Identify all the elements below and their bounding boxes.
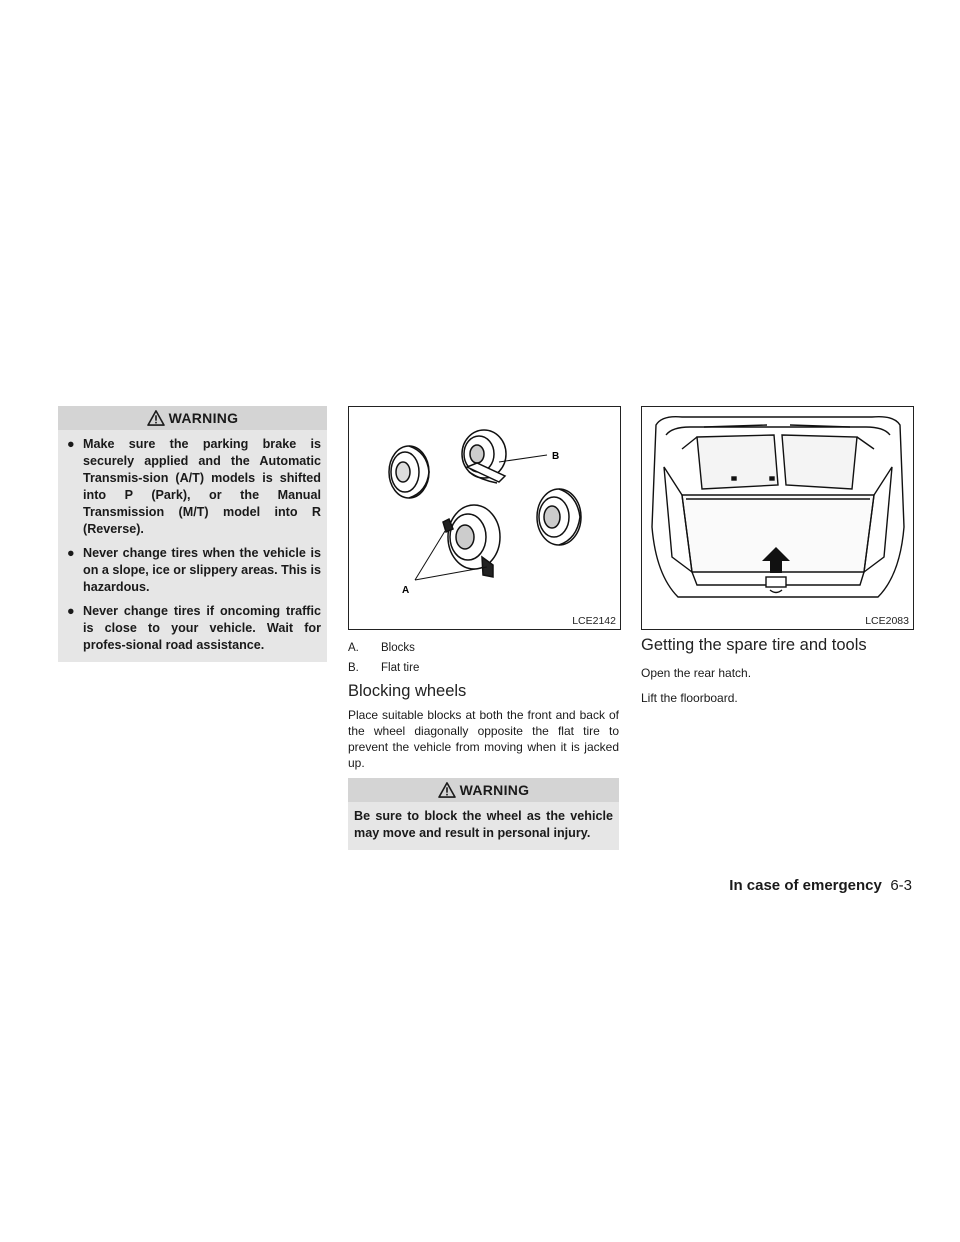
- caption-letter: B.: [348, 662, 359, 674]
- step-text: Open the rear hatch.: [641, 666, 752, 680]
- warning-triangle-icon: [147, 410, 165, 426]
- warning-item: [64, 436, 321, 538]
- figure-cargo-area: [641, 406, 914, 630]
- tire-icon: [537, 489, 581, 545]
- section-heading: Getting the spare tire and tools: [641, 636, 867, 654]
- wheel-blocks-illustration: [349, 407, 620, 629]
- figure-wheel-blocks: [348, 406, 621, 630]
- blocked-tire-icon: [462, 430, 506, 483]
- warning-box-left: [58, 406, 327, 662]
- bullet-icon: ●: [67, 546, 75, 560]
- page-footer: [700, 877, 912, 895]
- bullet-icon: ●: [67, 437, 75, 451]
- warning-header: [348, 778, 619, 802]
- warning-item: [64, 603, 321, 654]
- figure-code: LCE2083: [865, 615, 909, 627]
- caption-text: Flat tire: [381, 662, 420, 674]
- warning-title: WARNING: [168, 410, 239, 426]
- section-heading: Blocking wheels: [348, 682, 467, 700]
- figure-code: LCE2142: [572, 615, 616, 627]
- warning-header: [58, 406, 327, 430]
- warning-item-text: Make sure the parking brake is securely applied and the Automatic Transmis-sion (A/T) models is shifted into P (Park), or the Manual Transmission (M/T) model into R (Reverse).: [83, 437, 321, 536]
- caption-item: [348, 641, 619, 655]
- section-paragraph: Place suitable blocks at both the front and back of the wheel diagonally opposite the flat tire to prevent the vehicle from moving when it is jacked up.: [348, 708, 619, 770]
- label-b: B: [552, 451, 560, 462]
- warning-item-text: Never change tires when the vehicle is on a slope, ice or slippery areas. This is hazardous.: [83, 546, 321, 594]
- warning-text: Be sure to block the wheel as the vehicle may move and result in personal injury.: [354, 809, 613, 840]
- cargo-area-illustration: [642, 407, 913, 629]
- bullet-icon: ●: [67, 604, 75, 618]
- footer-section: In case of emergency: [729, 877, 882, 894]
- blocked-tire-icon: [443, 505, 500, 577]
- warning-box-middle: [348, 778, 619, 850]
- caption-letter: A.: [348, 642, 359, 654]
- warning-title: WARNING: [459, 782, 530, 798]
- warning-body: [348, 802, 619, 850]
- warning-triangle-icon: [438, 782, 456, 798]
- warning-item-text: Never change tires if oncoming traffic is close to your vehicle. Wait for profes-sional road assistance.: [83, 604, 321, 652]
- warning-item: [64, 545, 321, 596]
- tire-icon: [389, 446, 429, 498]
- warning-body: [58, 430, 327, 662]
- caption-item: [348, 661, 619, 675]
- caption-text: Blocks: [381, 642, 415, 654]
- page-number: 6-3: [890, 877, 912, 894]
- label-a: A: [402, 585, 410, 596]
- caption-list: [348, 641, 619, 675]
- step-text: Lift the floorboard.: [641, 691, 738, 705]
